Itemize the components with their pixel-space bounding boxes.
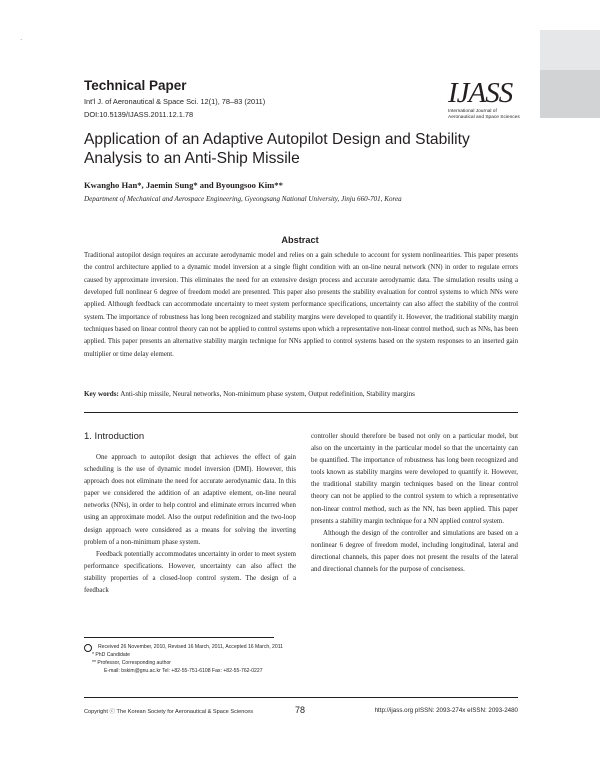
body-paragraph: Feedback potentially accommodates uncertainty in order to meet system performance specifications. However, uncertainty can also affect the stability properties of a closed-loop control system. The design of a feedback — [84, 550, 296, 595]
body-paragraph: Although the design of the controller and simulations are based on a nonlinear 6 degree of freedom model, including longitudinal, lateral and directional channels, this paper does not present the results of the lateral and directional channels for the purpose of conciseness. — [311, 529, 518, 574]
footnote-phd: * PhD Candidate — [92, 652, 130, 658]
body-paragraph: One approach to autopilot design that achieves the effect of gain scheduling is the use of dynamic model inversion (DMI). However, this approach does not eliminate the need for accurate aerodynamic data. In this paper we considered the addition of an adaptive element, on-line neural networks (NNs), in order to help control and eliminate errors incurred when using an approximate model. Also the output redefinition and the two-loop design approach were considered as a means for solving the inverting problem of a non-minimum phase system. — [84, 454, 296, 546]
author-list: Kwangho Han*, Jaemin Sung* and Byoungsoo Kim** — [84, 180, 283, 190]
section-divider — [84, 412, 518, 413]
side-tab-light — [540, 30, 600, 70]
logo-caption — [448, 109, 520, 120]
section-heading-introduction: 1. Introduction — [84, 431, 145, 442]
body-column-left — [84, 452, 296, 597]
keywords — [84, 390, 518, 398]
logo-caption-line: International Journal of — [448, 109, 497, 114]
journal-logo — [448, 78, 520, 126]
footnote-contact: E-mail: bskim@gnu.ac.kr Tel: +82-55-751-6108 Fax: +82-55-762-0227 — [104, 668, 263, 674]
keywords-text: Anti-ship missile, Neural networks, Non-minimum phase system, Output redefinition, Stability margins — [120, 390, 415, 398]
side-tab-dark — [540, 70, 600, 118]
abstract-heading: Abstract — [281, 235, 319, 245]
logo-wordmark: IJASS — [448, 77, 513, 109]
paper-type-label: Technical Paper — [84, 78, 187, 93]
footnote-professor: ** Professor, Corresponding author — [92, 660, 171, 666]
abstract-body: Traditional autopilot design requires an accurate aerodynamic model and relies on a gain schedule to account for system nonlinearities. This paper presents the control architecture applied to a dynamic model inversion at a single flight condition with an on-line neural network (NN) in order to regulate errors caused by approximate inversion. This eliminates the need for an extensive design process and accurate aerodynamic data. The simulation results using a developed full nonlinear 6 degree of freedom model are presented. This paper also presents the stability evaluation for control systems to which NNs were applied. Although feedback can accommodate uncertainty to meet system performance specifications, uncertainty can also affect the stability of the control system. The importance of robustness has long been recognized and stability margins were developed to quantify it. However, the traditional stability margin techniques based on linear control theory can not be applied to control systems upon which a representative non-linear control method, such as NNs, has been applied. This paper presents an alternative stability margin technique for NNs applied to control systems based on the system responses to an inserted gain multiplier or time delay element. — [84, 252, 518, 358]
footer-rule — [84, 697, 518, 698]
article-title: Application of an Adaptive Autopilot Design and Stability Analysis to an Anti-Ship Missile — [84, 131, 470, 167]
doi-link[interactable]: DOI:10.5139/IJASS.2011.12.1.78 — [84, 110, 194, 119]
footer-copyright: Copyright ⓒ The Korean Society for Aeronautical & Space Sciences — [84, 709, 254, 715]
footnote-received-dates: Received 26 November, 2010, Revised 16 March, 2011, Accepted 16 March, 2011 — [98, 644, 283, 650]
body-column-right — [311, 431, 518, 576]
creative-commons-icon — [84, 644, 92, 652]
footnote-rule — [84, 637, 274, 638]
footer-issn[interactable]: http://ijass.org pISSN: 2093-274x eISSN: 2093-2480 — [374, 707, 518, 714]
body-paragraph: controller should therefore be based not only on a particular model, but also on the uncertainty in the particular model so that the uncertainty can be quantified. The importance of robustness has long been recognized and tools known as stability margins were developed to quantify it. However, the traditional stability margin techniques based on the linear control theory can not be applied to the control system to which a representative non-linear control method, such as the NN, has been applied. This paper presents a stability margin technique for a NN applied control system. — [311, 433, 518, 525]
author-affiliation: Department of Mechanical and Aerospace Engineering, Gyeongsang National University, Jinju 660-701, Korea — [84, 195, 402, 203]
journal-reference: Int'l J. of Aeronautical & Space Sci. 12(1), 78–83 (2011) — [84, 97, 266, 106]
corner-mark: · — [20, 36, 23, 44]
logo-caption-line: Aeronautical and Space Sciences — [448, 114, 520, 120]
keywords-label: Key words: — [84, 390, 119, 398]
page-number: 78 — [294, 705, 305, 715]
